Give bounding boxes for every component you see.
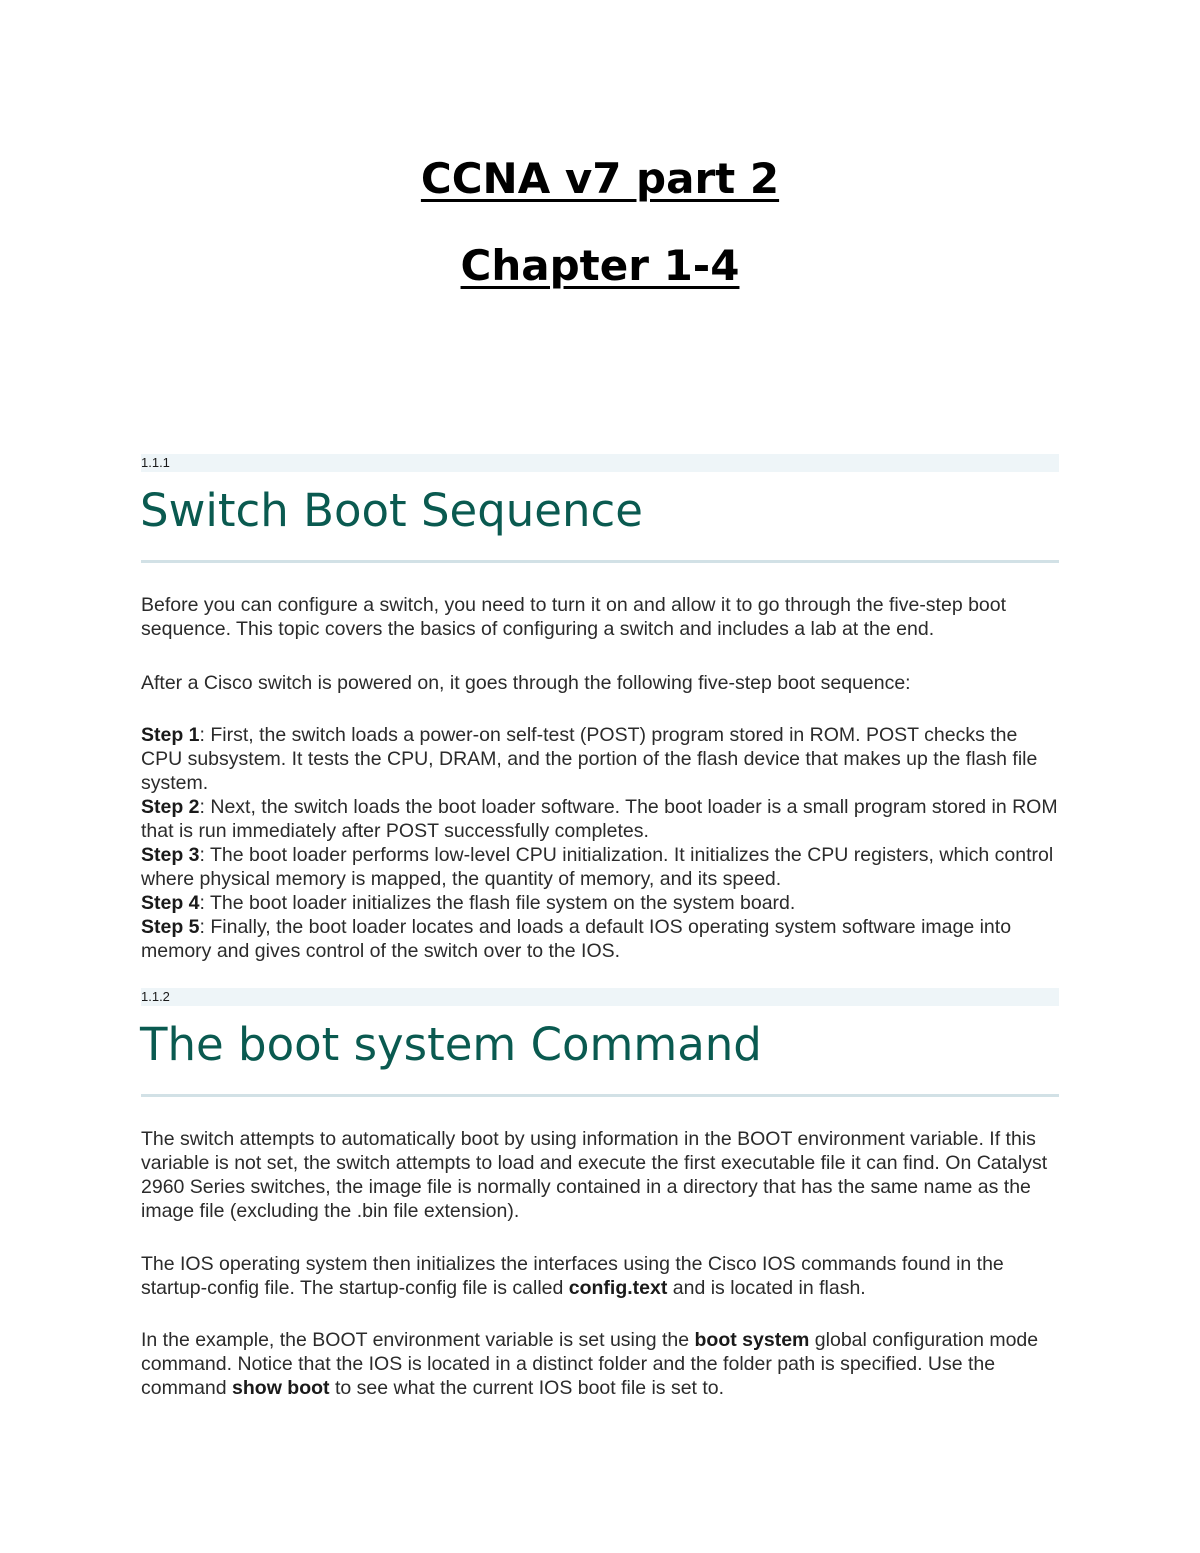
document-title: CCNA v7 part 2 [420,154,780,203]
inline-code-show-boot: show boot [232,1377,330,1399]
list-item [141,891,1059,915]
paragraph: The switch attempts to automatically boot by using information in the BOOT environment variable. If this variable is not set, the switch attempts to load and execute the first executable file it can find. On Catalyst 2960 Series switches, the image file is normally contained in a directory that has the same name as the image file (excluding the .bin file extension). [141,1128,1048,1222]
section-divider [141,1094,1059,1097]
step-text: : The boot loader performs low-level CPU initialization. It initializes the CPU registers, which control where physical memory is mapped, the quantity of memory, and its speed. [141,844,1054,890]
step-label: Step 5 [141,916,200,938]
step-text: : Finally, the boot loader locates and loads a default IOS operating system software image into memory and gives control of the switch over to the IOS. [141,916,1012,962]
inline-code-config-text: config.text [568,1277,668,1299]
list-item [141,843,1059,891]
section-divider [141,560,1059,563]
paragraph: Before you can configure a switch, you need to turn it on and allow it to go through the five-step boot sequence. This topic covers the basics of configuring a switch and includes a lab at the end. [141,594,1007,640]
step-label: Step 2 [141,796,200,818]
paragraph: In the example, the BOOT environment variable is set using the boot system global configuration mode command. Notice that the IOS is located in a distinct folder and the folder path is specified. Use the command show boot to see what the current IOS boot file is set to. [141,1329,1039,1399]
paragraph: The IOS operating system then initializes the interfaces using the Cisco IOS commands found in the startup-config file. The startup-config file is called config.text and is located in flash. [141,1253,1004,1299]
section-number: 1.1.2 [141,989,170,1004]
step-label: Step 4 [141,892,200,914]
step-label: Step 3 [141,844,200,866]
section-number: 1.1.1 [141,455,170,470]
section-number-band [141,454,1059,472]
step-label: Step 1 [141,724,200,746]
boot-steps-list [141,723,1059,963]
document-subtitle: Chapter 1-4 [460,241,740,290]
paragraph: After a Cisco switch is powered on, it goes through the following five-step boot sequence: [141,672,911,694]
section-heading: Switch Boot Sequence [140,484,643,537]
step-text: : The boot loader initializes the flash file system on the system board. [199,892,796,914]
step-text: : Next, the switch loads the boot loader software. The boot loader is a small program stored in ROM that is run immediately after POST successfully completes. [141,796,1058,842]
inline-code-boot-system: boot system [694,1329,810,1351]
section-heading: The boot system Command [140,1018,762,1071]
list-item [141,795,1059,843]
list-item [141,723,1059,795]
list-item [141,915,1059,963]
step-text: : First, the switch loads a power-on self-test (POST) program stored in ROM. POST checks the CPU subsystem. It tests the CPU, DRAM, and the portion of the flash device that makes up the flash file system. [141,724,1038,794]
section-number-band [141,988,1059,1006]
